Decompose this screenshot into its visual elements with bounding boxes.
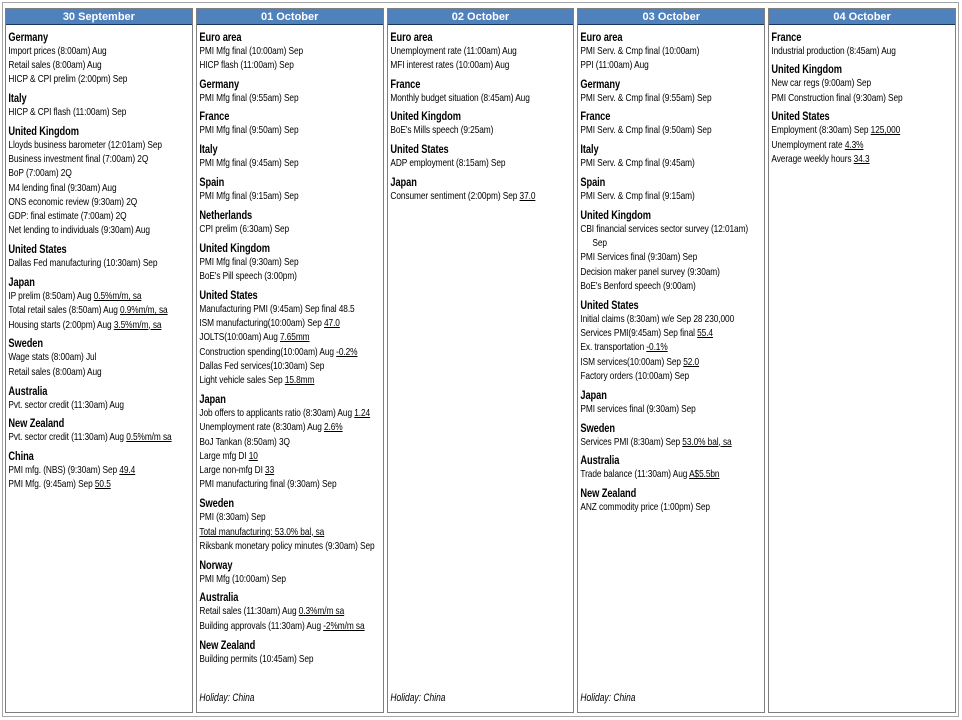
event-item — [199, 59, 381, 73]
event-value: 10 — [248, 450, 258, 462]
event-item — [390, 157, 572, 171]
country-group — [8, 336, 190, 380]
event-item — [581, 266, 763, 280]
country-label: Italy — [199, 143, 218, 157]
event-value: 4.3% — [845, 139, 864, 151]
event-text: PMI services final (9:30am) Sep — [580, 403, 697, 415]
event-text: PMI manufacturing final (9:30am) Sep — [199, 479, 337, 491]
calendar-frame — [2, 2, 959, 717]
event-item — [199, 270, 381, 284]
country-label: Euro area — [199, 30, 242, 44]
event-item — [199, 605, 381, 619]
country-label: Japan — [389, 175, 417, 189]
country-label: France — [389, 77, 420, 91]
event-item — [581, 436, 763, 450]
event-item — [199, 360, 381, 374]
country-label: Australia — [580, 454, 620, 468]
country-label: Italy — [580, 143, 599, 157]
event-item — [390, 59, 572, 73]
event-text: ISM manufacturing(10:00am) Sep — [199, 317, 324, 329]
country-label: United Kingdom — [580, 208, 652, 222]
country-group — [581, 453, 763, 482]
event-text: PMI Mfg final (9:45am) Sep — [199, 158, 299, 170]
event-item — [581, 280, 763, 294]
country-label: Sweden — [199, 497, 234, 511]
event-text: MFI interest rates (10:00am) Aug — [389, 59, 509, 71]
event-text: Employment (8:30am) Sep — [771, 125, 871, 137]
event-text: CPI prelim (6:30am) Sep — [199, 223, 289, 235]
event-text: Unemployment rate (8:30am) Aug — [199, 422, 324, 434]
event-item — [8, 464, 190, 478]
event-item — [199, 374, 381, 388]
event-text: Average weekly hours — [771, 153, 854, 165]
event-text: Retail sales (8:00am) Aug — [8, 59, 102, 71]
event-text: PMI (8:30am) Sep — [199, 512, 266, 524]
country-label: United Kingdom — [389, 110, 461, 124]
country-group — [8, 30, 190, 88]
country-label: United States — [389, 143, 449, 157]
event-item — [772, 124, 954, 138]
event-item — [772, 45, 954, 59]
column-date-header: 30 September — [5, 8, 193, 25]
event-value: 0.9%m/m, sa — [119, 305, 168, 317]
country-label: United States — [580, 298, 640, 312]
country-group — [390, 30, 572, 74]
event-item — [8, 224, 190, 238]
calendar-column — [768, 8, 956, 713]
event-text: JOLTS(10:00am) Aug — [199, 332, 280, 344]
country-label: China — [8, 450, 34, 464]
country-label: United Kingdom — [771, 63, 843, 77]
event-item — [8, 319, 190, 333]
event-text: Industrial production (8:45am) Aug — [771, 45, 896, 57]
event-value: 52.0 — [683, 356, 700, 368]
event-value: 47.0 — [323, 317, 340, 329]
event-value: 34.3 — [853, 153, 870, 165]
country-label: United Kingdom — [199, 241, 270, 255]
event-text: Manufacturing PMI (9:45am) Sep final 48.5 — [199, 303, 355, 315]
event-text: Factory orders (10:00am) Sep — [580, 370, 690, 382]
event-text: Housing starts (2:00pm) Aug — [8, 319, 114, 331]
event-text: PMI Mfg final (9:55am) Sep — [199, 92, 299, 104]
event-text: Large mfg DI — [199, 450, 249, 462]
event-item — [8, 478, 190, 492]
event-text: BoE's Mills speech (9:25am) — [389, 125, 493, 137]
event-value: -0.1% — [646, 342, 669, 354]
event-text: PMI Mfg final (10:00am) Sep — [199, 45, 303, 57]
event-value: 3.5%m/m, sa — [113, 319, 162, 331]
country-group — [390, 175, 572, 204]
calendar-column — [196, 8, 384, 713]
country-label: Australia — [199, 591, 239, 605]
event-item — [8, 182, 190, 196]
event-value: 0.3%m/m sa — [298, 606, 344, 618]
country-group — [581, 388, 763, 417]
country-group — [390, 142, 572, 171]
column-groups — [581, 26, 763, 515]
column-body — [388, 25, 574, 712]
country-group — [772, 62, 954, 106]
event-text: PMI Serv. & Cmp final (9:45am) — [580, 158, 696, 170]
country-group — [8, 124, 190, 239]
country-group — [581, 30, 763, 74]
event-item — [199, 256, 381, 270]
event-text: Building approvals (11:30am) Aug — [199, 620, 324, 632]
event-value: 1.24 — [354, 407, 370, 419]
country-group — [199, 496, 381, 554]
country-label: Italy — [8, 91, 27, 105]
country-label: United States — [8, 243, 67, 257]
country-label: Germany — [580, 77, 621, 91]
calendar-column — [5, 8, 193, 713]
event-text: Construction spending(10:00am) Aug — [199, 346, 336, 358]
event-text: Import prices (8:00am) Aug — [8, 45, 107, 57]
event-text: Services PMI(9:45am) Sep final — [580, 328, 698, 340]
event-text: PMI Services final (9:30am) Sep — [580, 252, 698, 264]
event-text: Decision maker panel survey (9:30am) — [580, 266, 721, 278]
event-text: BoE's Benford speech (9:00am) — [580, 280, 697, 292]
event-text: M4 lending final (9:30am) Aug — [8, 182, 117, 194]
country-group — [199, 638, 381, 667]
event-item — [772, 77, 954, 91]
event-text: PMI mfg. (NBS) (9:30am) Sep — [8, 465, 120, 477]
country-group — [199, 558, 381, 587]
country-group — [581, 298, 763, 384]
country-group — [8, 275, 190, 333]
event-text: Pvt. sector credit (11:30am) Aug — [8, 399, 124, 411]
country-label: Japan — [580, 388, 608, 402]
country-group — [199, 241, 381, 285]
country-label: Spain — [199, 175, 225, 189]
country-group — [581, 109, 763, 138]
country-label: Norway — [199, 558, 233, 572]
event-item — [581, 313, 763, 327]
country-group — [199, 288, 381, 389]
event-text: Monthly budget situation (8:45am) Aug — [389, 92, 530, 104]
country-group — [199, 208, 381, 237]
country-label: United States — [199, 288, 258, 302]
event-value: 0.5%m/m, sa — [93, 291, 142, 303]
country-group — [8, 91, 190, 120]
event-text: ONS economic review (9:30am) 2Q — [8, 196, 138, 208]
event-item — [8, 59, 190, 73]
country-label: New Zealand — [199, 638, 256, 652]
country-label: New Zealand — [8, 417, 65, 431]
event-text: Wage stats (8:00am) Jul — [8, 352, 97, 364]
event-text: Retail sales (8:00am) Aug — [8, 366, 102, 378]
calendar-column — [387, 8, 575, 713]
country-group — [772, 109, 954, 167]
event-text: GDP: final estimate (7:00am) 2Q — [8, 211, 127, 223]
event-item — [772, 153, 954, 167]
country-group — [390, 109, 572, 138]
event-item — [8, 257, 190, 271]
event-item — [8, 196, 190, 210]
event-text: Business investment final (7:00am) 2Q — [8, 153, 149, 165]
event-item — [199, 92, 381, 106]
event-text: BoJ Tankan (8:50am) 3Q — [199, 436, 290, 448]
event-item — [8, 153, 190, 167]
event-item — [581, 190, 763, 204]
event-text: PMI Mfg final (9:15am) Sep — [199, 190, 299, 202]
event-value: 53.0% bal, sa — [682, 436, 733, 448]
event-item — [581, 403, 763, 417]
country-group — [199, 175, 381, 204]
calendar-column — [577, 8, 765, 713]
event-text: Dallas Fed services(10:30am) Sep — [199, 360, 325, 372]
event-text: Trade balance (11:30am) Aug — [580, 469, 690, 481]
country-group — [581, 142, 763, 171]
event-item — [199, 124, 381, 138]
event-text: ANZ commodity price (1:00pm) Sep — [580, 502, 711, 514]
event-item — [8, 106, 190, 120]
event-item — [581, 468, 763, 482]
event-item — [581, 124, 763, 138]
column-body — [769, 25, 955, 712]
event-item — [581, 92, 763, 106]
country-group — [199, 590, 381, 634]
column-body — [578, 25, 764, 712]
event-item — [581, 157, 763, 171]
country-label: Netherlands — [199, 208, 252, 222]
event-text: PMI Serv. & Cmp final (9:50am) Sep — [580, 125, 712, 137]
event-item — [199, 346, 381, 360]
event-item — [199, 511, 381, 525]
event-text: Unemployment rate (11:00am) Aug — [389, 45, 517, 57]
event-item — [199, 464, 381, 478]
country-group — [199, 30, 381, 74]
event-item — [390, 190, 572, 204]
event-value: 7.65mm — [279, 332, 310, 344]
country-group — [199, 142, 381, 171]
event-item — [581, 370, 763, 384]
event-text: PMI Serv. & Cmp final (10:00am) — [580, 45, 700, 57]
event-text: PMI Mfg final (9:30am) Sep — [199, 256, 299, 268]
event-value: 55.4 — [697, 328, 714, 340]
event-item — [8, 167, 190, 181]
event-item — [390, 124, 572, 138]
country-label: Japan — [8, 276, 35, 290]
event-text: HICP & CPI flash (11:00am) Sep — [8, 106, 127, 118]
event-value: A$5.5bn — [689, 469, 720, 481]
event-text: Services PMI (8:30am) Sep — [580, 436, 683, 448]
event-item — [199, 317, 381, 331]
event-value: Total manufacturing: 53.0% bal, sa — [199, 526, 325, 538]
holiday-note: Holiday: China — [199, 692, 255, 704]
country-group — [8, 449, 190, 493]
event-text: PPI (11:00am) Aug — [580, 59, 650, 71]
event-item — [8, 139, 190, 153]
event-text: Consumer sentiment (2:00pm) Sep — [389, 190, 520, 202]
event-value: -0.2% — [335, 346, 358, 358]
event-text: Riksbank monetary policy minutes (9:30am) Sep — [199, 540, 375, 552]
event-item — [581, 327, 763, 341]
event-text: Building permits (10:45am) Sep — [199, 653, 314, 665]
event-text: Unemployment rate — [771, 139, 845, 151]
column-groups — [199, 26, 381, 667]
event-item — [199, 620, 381, 634]
country-group — [390, 77, 572, 106]
event-text: Light vehicle sales Sep — [199, 375, 285, 387]
event-item — [199, 573, 381, 587]
event-item — [390, 92, 572, 106]
event-item — [8, 431, 190, 445]
country-label: Sweden — [8, 337, 43, 351]
country-group — [772, 30, 954, 59]
event-value: 2.6% — [323, 422, 343, 434]
country-label: Germany — [199, 77, 239, 91]
country-group — [581, 208, 763, 294]
event-text: PMI Mfg final (9:50am) Sep — [199, 125, 299, 137]
calendar — [5, 8, 956, 713]
event-text: CBI financial services sector survey (12:01am) Sep — [580, 223, 749, 250]
holiday-note: Holiday: China — [580, 692, 636, 704]
event-value: 33 — [264, 465, 274, 477]
event-text: PMI Serv. & Cmp final (9:55am) Sep — [580, 92, 712, 104]
event-text: New car regs (9:00am) Sep — [771, 78, 872, 90]
event-item — [199, 190, 381, 204]
column-groups — [390, 26, 572, 204]
event-value: 15.8mm — [284, 375, 315, 387]
country-label: France — [771, 30, 802, 44]
event-item — [199, 450, 381, 464]
country-label: Germany — [8, 30, 49, 44]
country-group — [581, 421, 763, 450]
event-item — [199, 303, 381, 317]
event-item — [581, 45, 763, 59]
event-item — [581, 59, 763, 73]
event-item — [199, 421, 381, 435]
event-item — [390, 45, 572, 59]
country-group — [199, 77, 381, 106]
event-item — [199, 331, 381, 345]
event-text: Lloyds business barometer (12:01am) Sep — [8, 139, 162, 151]
country-group — [199, 109, 381, 138]
country-label: Japan — [199, 392, 226, 406]
country-group — [581, 175, 763, 204]
country-group — [199, 392, 381, 493]
event-text: ISM services(10:00am) Sep — [580, 356, 684, 368]
country-label: United Kingdom — [8, 124, 79, 138]
column-date-header: 04 October — [768, 8, 956, 25]
event-item — [8, 210, 190, 224]
event-item — [199, 223, 381, 237]
event-item — [581, 223, 763, 252]
country-group — [8, 384, 190, 413]
country-label: Euro area — [580, 30, 623, 44]
event-value: 37.0 — [519, 190, 535, 202]
event-item — [199, 526, 381, 540]
country-group — [581, 486, 763, 515]
event-item — [199, 653, 381, 667]
event-item — [199, 157, 381, 171]
event-item — [581, 501, 763, 515]
event-text: Job offers to applicants ratio (8:30am) Aug — [199, 407, 355, 419]
event-item — [8, 304, 190, 318]
event-item — [8, 366, 190, 380]
event-item — [8, 73, 190, 87]
event-item — [581, 341, 763, 355]
event-text: HICP & CPI prelim (2:00pm) Sep — [8, 74, 128, 86]
event-text: Total retail sales (8:50am) Aug — [8, 305, 120, 317]
event-text: Retail sales (11:30am) Aug — [199, 606, 299, 618]
column-body — [197, 25, 383, 712]
event-item — [199, 436, 381, 450]
event-text: Pvt. sector credit (11:30am) Aug — [8, 432, 127, 444]
column-date-header: 03 October — [577, 8, 765, 25]
country-label: Spain — [580, 175, 606, 189]
event-value: 0.5%m/m sa — [126, 432, 172, 444]
event-item — [8, 351, 190, 365]
event-text: IP prelim (8:50am) Aug — [8, 291, 94, 303]
event-text: Ex. transportation — [580, 342, 647, 354]
column-date-header: 02 October — [387, 8, 575, 25]
event-item — [8, 399, 190, 413]
event-item — [199, 478, 381, 492]
event-text: Large non-mfg DI — [199, 465, 265, 477]
column-body — [6, 25, 192, 712]
event-text: Net lending to individuals (9:30am) Aug — [8, 225, 150, 237]
event-value: 50.5 — [94, 479, 111, 491]
event-item — [772, 139, 954, 153]
column-groups — [8, 26, 190, 493]
country-label: United States — [771, 110, 830, 124]
event-text: BoE's Pill speech (3:00pm) — [199, 270, 297, 282]
event-text: PMI Mfg (10:00am) Sep — [199, 573, 286, 585]
event-text: HICP flash (11:00am) Sep — [199, 59, 294, 71]
country-group — [8, 416, 190, 445]
country-label: France — [199, 110, 230, 124]
event-item — [581, 251, 763, 265]
event-text: BoP (7:00am) 2Q — [8, 168, 72, 180]
event-value: 125,000 — [870, 125, 901, 137]
event-value: -2%m/m sa — [323, 620, 365, 632]
event-text: Dallas Fed manufacturing (10:30am) Sep — [8, 258, 158, 270]
event-item — [8, 45, 190, 59]
event-text: PMI Serv. & Cmp final (9:15am) — [580, 190, 696, 202]
event-text: PMI Construction final (9:30am) Sep — [771, 92, 903, 104]
country-label: Australia — [8, 384, 48, 398]
event-item — [199, 407, 381, 421]
country-label: New Zealand — [580, 487, 637, 501]
event-text: ADP employment (8:15am) Sep — [389, 158, 506, 170]
event-text: Initial claims (8:30am) w/e Sep 28 230,000 — [580, 313, 735, 325]
country-group — [581, 77, 763, 106]
country-label: France — [580, 110, 611, 124]
country-group — [8, 242, 190, 271]
holiday-note: Holiday: China — [389, 692, 446, 704]
event-item — [8, 290, 190, 304]
event-item — [581, 356, 763, 370]
column-date-header: 01 October — [196, 8, 384, 25]
event-item — [199, 45, 381, 59]
country-label: Euro area — [389, 30, 433, 44]
country-label: Sweden — [580, 421, 616, 435]
event-item — [772, 92, 954, 106]
column-groups — [772, 26, 954, 167]
event-value: 49.4 — [119, 465, 136, 477]
event-text: PMI Mfg. (9:45am) Sep — [8, 479, 95, 491]
event-item — [199, 540, 381, 554]
